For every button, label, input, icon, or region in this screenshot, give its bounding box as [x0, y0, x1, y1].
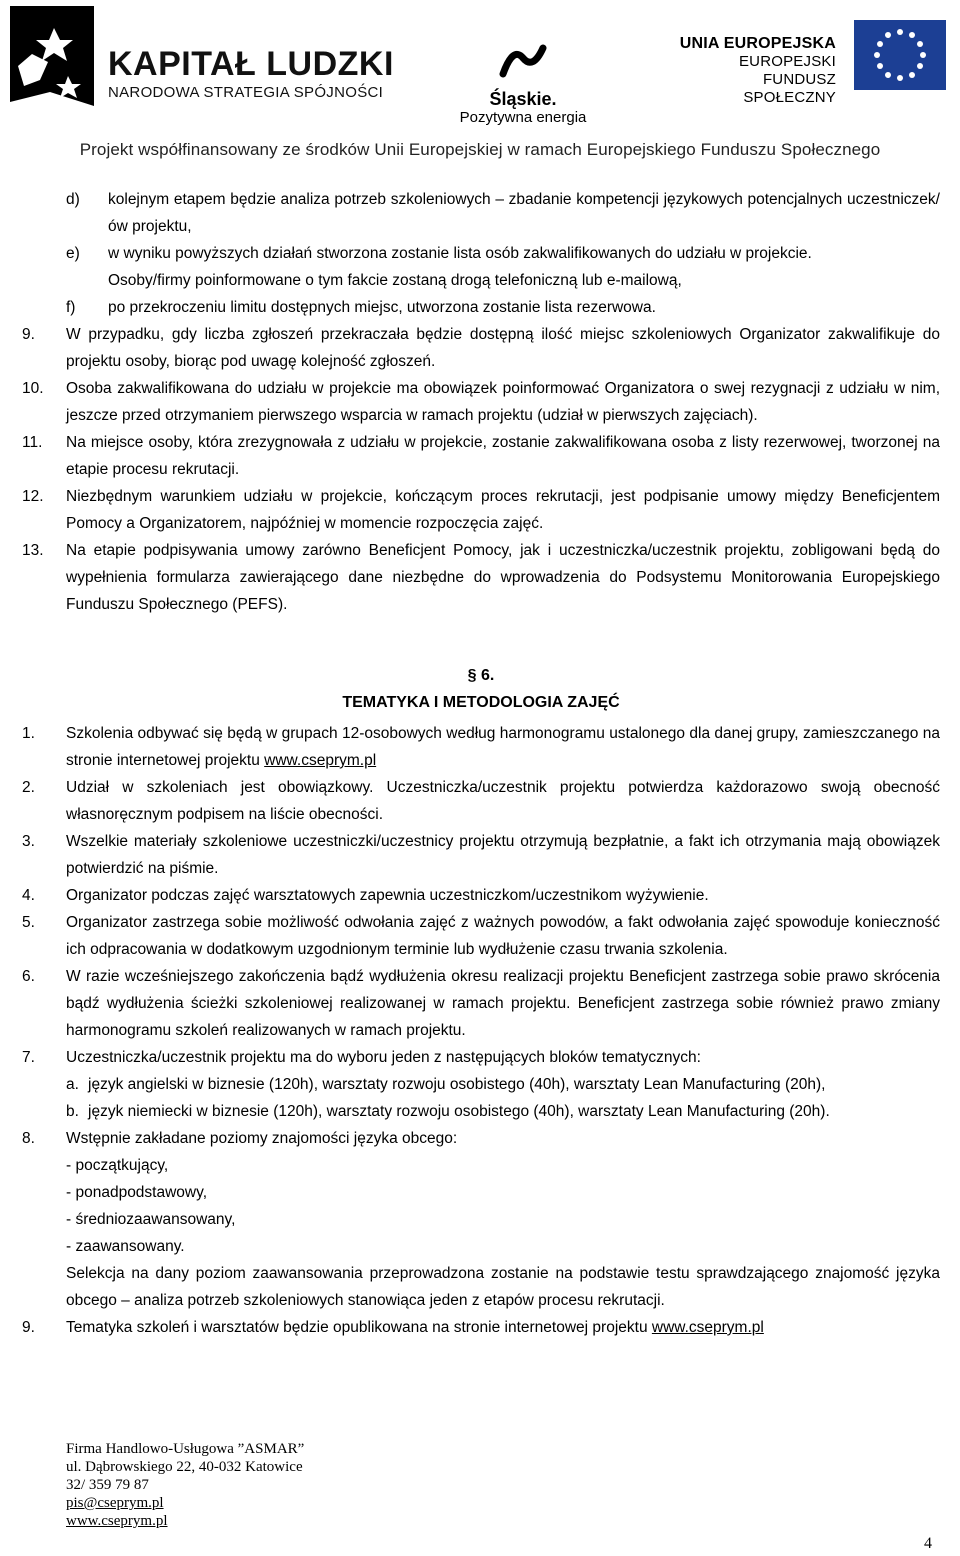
list-item	[22, 186, 940, 240]
eu-name: UNIA EUROPEJSKA	[679, 35, 836, 52]
level-item: - ponadpodstawowy,	[66, 1184, 208, 1201]
efs-line1: EUROPEJSKI	[738, 53, 836, 70]
list-item-text: Na miejsce osoby, która zrezygnowała z udziału w projekcie, zostanie zakwalifikowana osoba z listy rezerwowej, tworzonej na etapie procesu rekrutacji.	[66, 434, 940, 478]
list-item-text: Uczestniczka/uczestnik projektu ma do wyboru jeden z następujących bloków tematycznych:	[66, 1049, 701, 1066]
list-item-text: po przekroczeniu limitu dostępnych miejsc, utworzona zostanie lista rezerwowa.	[108, 299, 656, 316]
list-item-text: Na etapie podpisywania umowy zarówno Beneficjent Pomocy, jak i uczestniczka/uczestnik projektu, zobligowani będą do wypełnienia formularza zawierającego dane niezbędne do wprowadzenia do Podsystemu Monitorowania Europejskiego Funduszu Społecznego (PEFS).	[66, 542, 940, 613]
cofinance-note: Projekt współfinansowany ze środków Unii Europejskiej w ramach Europejskiego Funduszu Społecznego	[79, 140, 881, 159]
list-item-text: Wszelkie materiały szkoleniowe uczestniczki/uczestnicy projektu otrzymują bezpłatnie, a fakt ich otrzymania mają obowiązek potwierdzić na piśmie.	[66, 833, 940, 877]
section-gap	[22, 618, 940, 662]
list-item-text: Udział w szkoleniach jest obowiązkowy. Uczestniczka/uczestnik projektu potwierdza każdorazowo swoją obecność własnoręcznym podpisem na liście obecności.	[66, 779, 940, 823]
list-item-text: W przypadku, gdy liczba zgłoszeń przekraczała będzie dostępną ilość miejsc szkoleniowych Organizator zakwalifikuje do projektu osoby, biorąc pod uwagę kolejność zgłoszeń.	[66, 326, 940, 370]
list-item-number: 9.	[22, 1319, 35, 1336]
list-item	[22, 537, 940, 618]
list-item	[22, 294, 940, 321]
list-item-text: w wyniku powyższych działań stworzona zostanie lista osób zakwalifikowanych do udziału w projekcie.	[108, 245, 812, 262]
kapital-ludzki-title: KAPITAŁ LUDZKI	[108, 45, 394, 83]
list-item	[22, 1044, 940, 1071]
list-item	[22, 321, 940, 375]
selection-note: Selekcja na dany poziom zaawansowania przeprowadzona zostanie na podstawie testu sprawdzającego znajomość języka obcego – analiza potrzeb szkoleniowych stanowiąca jeden z etapów procesu rekrutacji.	[66, 1265, 940, 1309]
list-item-number: 4.	[22, 887, 35, 904]
footer-web-link[interactable]: www.cseprym.pl	[66, 1513, 168, 1529]
list-item-number: 9.	[22, 326, 35, 343]
list-item-number: 1.	[22, 725, 35, 742]
list-item	[22, 483, 940, 537]
list-item	[22, 963, 940, 1044]
list-item	[22, 1125, 940, 1152]
list-item-text: Organizator podczas zajęć warsztatowych zapewnia uczestniczkom/uczestnikom wyżywienie.	[66, 887, 709, 904]
list-item-number: f)	[66, 299, 76, 316]
list-item	[22, 882, 940, 909]
list-item-number: 10.	[22, 380, 44, 397]
project-website-link[interactable]: www.cseprym.pl	[264, 752, 377, 769]
page-footer	[66, 1440, 304, 1530]
slaskie-name: Śląskie.	[489, 89, 557, 109]
list-item	[22, 909, 940, 963]
kapital-ludzki-logo	[108, 46, 394, 102]
level-item: - zaawansowany.	[66, 1238, 185, 1255]
eu-flag-icon	[854, 20, 946, 90]
sub-list-label: a.	[66, 1076, 79, 1093]
footer-company: Firma Handlowo-Usługowa ”ASMAR”	[66, 1441, 305, 1457]
list-item	[22, 1314, 940, 1341]
page-number: 4	[924, 1535, 932, 1552]
list-item-number: 2.	[22, 779, 35, 796]
footer-phone: 32/ 359 79 87	[66, 1477, 149, 1493]
list-item	[22, 828, 940, 882]
list-item-number: 3.	[22, 833, 35, 850]
list-item-number: 11.	[22, 434, 43, 451]
level-item: - średniozaawansowany,	[66, 1211, 236, 1228]
list-item-text: W razie wcześniejszego zakończenia bądź wydłużenia okresu realizacji projektu Beneficjent zastrzega sobie prawo skrócenia bądź wydłużenia ścieżki szkoleniowej realizowanej w ramach projektu. Beneficjent zastrzega sobie również prawo zmiany harmonogramu szkoleń realizowanych w ramach projektu.	[66, 968, 940, 1039]
sub-list-item	[66, 1071, 940, 1098]
list-item-number: 5.	[22, 914, 35, 931]
list-item-number: 12.	[22, 488, 44, 505]
sub-list-item	[66, 1098, 940, 1125]
sub-list-label: b.	[66, 1103, 79, 1120]
list-item-text: Osoba zakwalifikowana do udziału w projekcie ma obowiązek poinformować Organizatora o swej rezygnacji z udziału w nim, jeszcze przed otrzymaniem pierwszego wsparcia w ramach projektu (udział w pierwszych zajęciach).	[66, 380, 940, 424]
list-item-number: 7.	[22, 1049, 35, 1066]
list-item-text: Wstępnie zakładane poziomy znajomości języka obcego:	[66, 1130, 458, 1147]
document-body	[22, 186, 940, 1341]
kapital-ludzki-emblem-icon	[10, 6, 94, 124]
list-item	[22, 375, 940, 429]
list-item	[22, 720, 940, 774]
sub-list-text: język angielski w biznesie (120h), warsztaty rozwoju osobistego (40h), warsztaty Lean Manufacturing (20h),	[88, 1076, 826, 1093]
eu-logo-text	[676, 34, 836, 107]
slaskie-logo	[448, 40, 598, 127]
slaskie-logo-icon	[493, 40, 553, 82]
list-item-text: kolejnym etapem będzie analiza potrzeb szkoleniowych – zbadanie kompetencji językowych potencjalnych uczestniczek/ów projektu,	[108, 191, 940, 235]
footer-email-link[interactable]: pis@cseprym.pl	[66, 1495, 164, 1511]
list-item-number: 8.	[22, 1130, 35, 1147]
list-item	[22, 267, 940, 294]
list-item-number: 6.	[22, 968, 35, 985]
list-item-number: 13.	[22, 542, 44, 559]
section-number: § 6.	[467, 667, 495, 684]
slaskie-slogan: Pozytywna energia	[459, 109, 587, 126]
list-item-text: Osoby/firmy poinformowane o tym fakcie zostaną drogą telefoniczną lub e-mailową,	[108, 272, 682, 289]
section-title: TEMATYKA I METODOLOGIA ZAJĘĆ	[342, 694, 620, 711]
sub-list-text: język niemiecki w biznesie (120h), warsztaty rozwoju osobistego (40h), warsztaty Lean Manufacturing (20h).	[88, 1103, 830, 1120]
list-item-number: e)	[66, 245, 80, 262]
level-item: - początkujący,	[66, 1157, 169, 1174]
list-item-text: Niezbędnym warunkiem udziału w projekcie, kończącym proces rekrutacji, jest podpisanie umowy między Beneficjentem Pomocy a Organizatorem, najpóźniej w momencie rozpoczęcia zajęć.	[66, 488, 940, 532]
list-item	[22, 774, 940, 828]
footer-address: ul. Dąbrowskiego 22, 40-032 Katowice	[66, 1459, 303, 1475]
efs-line2: FUNDUSZ SPOŁECZNY	[743, 71, 836, 106]
list-item-number: d)	[66, 191, 80, 208]
kapital-ludzki-subtitle: NARODOWA STRATEGIA SPÓJNOŚCI	[108, 84, 384, 101]
project-website-link[interactable]: www.cseprym.pl	[651, 1319, 764, 1336]
list-item-text: Szkolenia odbywać się będą w grupach 12-osobowych według harmonogramu ustalonego dla danej grupy, zamieszczanego na stronie internetowej projektu www.cseprym.pl	[66, 725, 940, 769]
list-item	[22, 429, 940, 483]
list-item-text: Tematyka szkoleń i warsztatów będzie opublikowana na stronie internetowej projektu www.cseprym.pl	[66, 1319, 764, 1336]
list-item	[22, 240, 940, 267]
page-header	[0, 0, 960, 175]
list-item-text: Organizator zastrzega sobie możliwość odwołania zajęć z ważnych powodów, a fakt odwołania zajęć spowoduje konieczność ich odpracowania w dodatkowym uzgodnionym terminie lub wydłużenie czasu trwania szkolenia.	[66, 914, 940, 958]
